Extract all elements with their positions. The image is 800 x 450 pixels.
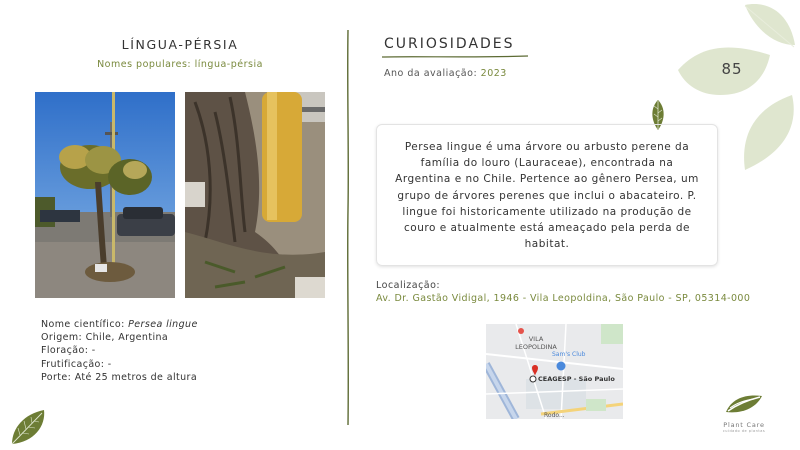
description-text: Persea lingue é uma árvore ou arbusto perene da família do louro (Lauraceae), encontrada na Argentina e no Chile. Pertence ao gênero Persea, um grupo de árvores perenes que inclui o abacateiro. P. lingue foi historicamente utilizado na produção de couro e atualmente está ameaçado pela perda de habitat. bbox=[395, 141, 699, 251]
species-facts bbox=[41, 318, 198, 384]
map-street-label: Rodo... bbox=[544, 412, 565, 419]
size-row: Porte: Até 25 metros de altura bbox=[41, 371, 198, 383]
scientific-name: Persea lingue bbox=[128, 319, 198, 330]
section-title: CURIOSIDADES bbox=[384, 36, 515, 52]
year-value: 2023 bbox=[480, 68, 507, 79]
brand-logo bbox=[714, 392, 774, 433]
trunk-photo bbox=[185, 92, 325, 298]
flowering-row: Floração: - bbox=[41, 345, 96, 357]
map-district-label: VILA bbox=[528, 335, 544, 343]
map-poi-label: Sam's Club bbox=[552, 351, 586, 358]
brand-leaf-icon bbox=[724, 392, 764, 416]
popular-names: Nomes populares: língua-pérsia bbox=[97, 59, 263, 70]
title-underline bbox=[380, 53, 530, 61]
location-label: Localização: bbox=[376, 280, 441, 291]
tree-photo bbox=[35, 92, 175, 298]
origin-row: Origem: Chile, Argentina bbox=[41, 332, 169, 344]
map-place-label: CEAGESP - São Paulo bbox=[538, 375, 615, 383]
score-number: 85 bbox=[721, 60, 743, 78]
species-title: LÍNGUA-PÉRSIA bbox=[121, 37, 239, 52]
brand-tagline: cuidado de plantas bbox=[722, 429, 766, 433]
fruiting-row: Frutificação: - bbox=[41, 358, 112, 370]
column-divider bbox=[345, 30, 351, 425]
scientific-name-row: Nome científico: Persea lingue bbox=[41, 319, 198, 330]
evaluation-year: Ano da avaliação: 2023 bbox=[384, 68, 507, 79]
location-address[interactable]: Av. Dr. Gastão Vidigal, 1946 - Vila Leopoldina, São Paulo - SP, 05314-000 bbox=[376, 293, 751, 304]
description-card bbox=[376, 124, 718, 266]
leaf-icon-bottom bbox=[8, 408, 48, 446]
brand-name: Plant Care bbox=[723, 421, 765, 429]
location-map[interactable] bbox=[486, 324, 623, 419]
map-district-label-2: LEOPOLDINA bbox=[515, 343, 557, 351]
